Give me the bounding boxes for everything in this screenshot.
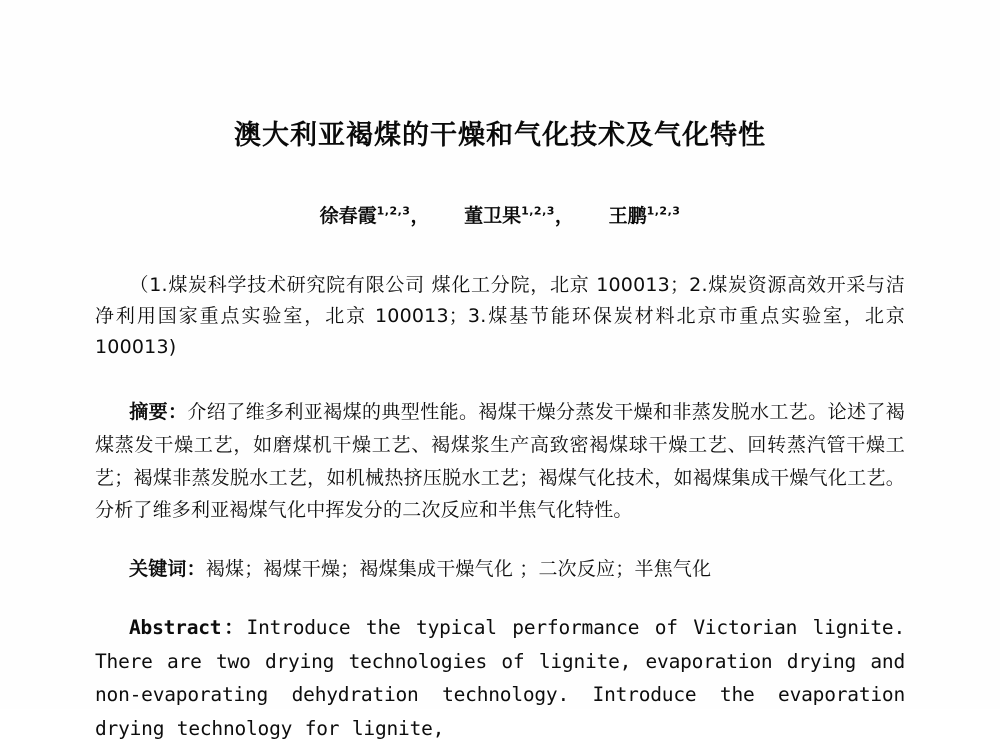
keywords-label: 关键词： [129, 558, 206, 581]
english-abstract-block [95, 611, 905, 745]
affiliation-block [95, 270, 905, 362]
paper-content [95, 0, 905, 746]
keywords-text: 褐煤；褐煤干燥；褐煤集成干燥气化 ；二次反应；半焦气化 [205, 558, 712, 581]
abstract-label: 摘要： [129, 401, 188, 424]
author-separator: ， [410, 205, 430, 228]
author-affiliation-superscript: 1,2,3 [646, 204, 681, 218]
affiliation-text: （1.煤炭科学技术研究院有限公司 煤化工分院，北京 100013；2.煤炭资源高效开采与洁净利用国家重点实验室，北京 100013；3.煤基节能环保炭材料北京市重点实验室，北京 100013) [95, 274, 905, 358]
author-affiliation-superscript: 1,2,3 [521, 204, 555, 218]
author-entry [464, 201, 574, 228]
abstract-text: 介绍了维多利亚褐煤的典型性能。褐煤干燥分蒸发干燥和非蒸发脱水工艺。论述了褐煤蒸发干燥工艺，如磨煤机干燥工艺、褐煤浆生产高致密褐煤球干燥工艺、回转蒸汽管干燥工艺；褐煤非蒸发脱水工艺，如机械热挤压脱水工艺；褐煤气化技术，如褐煤集成干燥气化工艺。分析了维多利亚褐煤气化中挥发分的二次反应和半焦气化特性。 [95, 401, 905, 522]
page-title: 澳大利亚褐煤的干燥和气化技术及气化特性 [234, 120, 766, 151]
author-name: 董卫果 [464, 205, 522, 228]
author-name: 徐春霞 [319, 205, 377, 228]
author-separator: ， [554, 205, 574, 228]
author-list [95, 201, 905, 228]
author-entry [609, 201, 681, 228]
english-abstract-label: Abstract： [129, 616, 247, 640]
english-abstract-text: Introduce the typical performance of Victorian lignite. There are two drying technologies of lignite, evaporation drying and non-evaporating dehydration technology. Introduce the evaporation drying technology for lignite, [95, 616, 906, 740]
author-name: 王鹏 [608, 205, 647, 228]
author-affiliation-superscript: 1,2,3 [376, 204, 411, 218]
author-entry [320, 201, 430, 228]
keywords-block [95, 553, 905, 585]
abstract-block [95, 396, 905, 527]
